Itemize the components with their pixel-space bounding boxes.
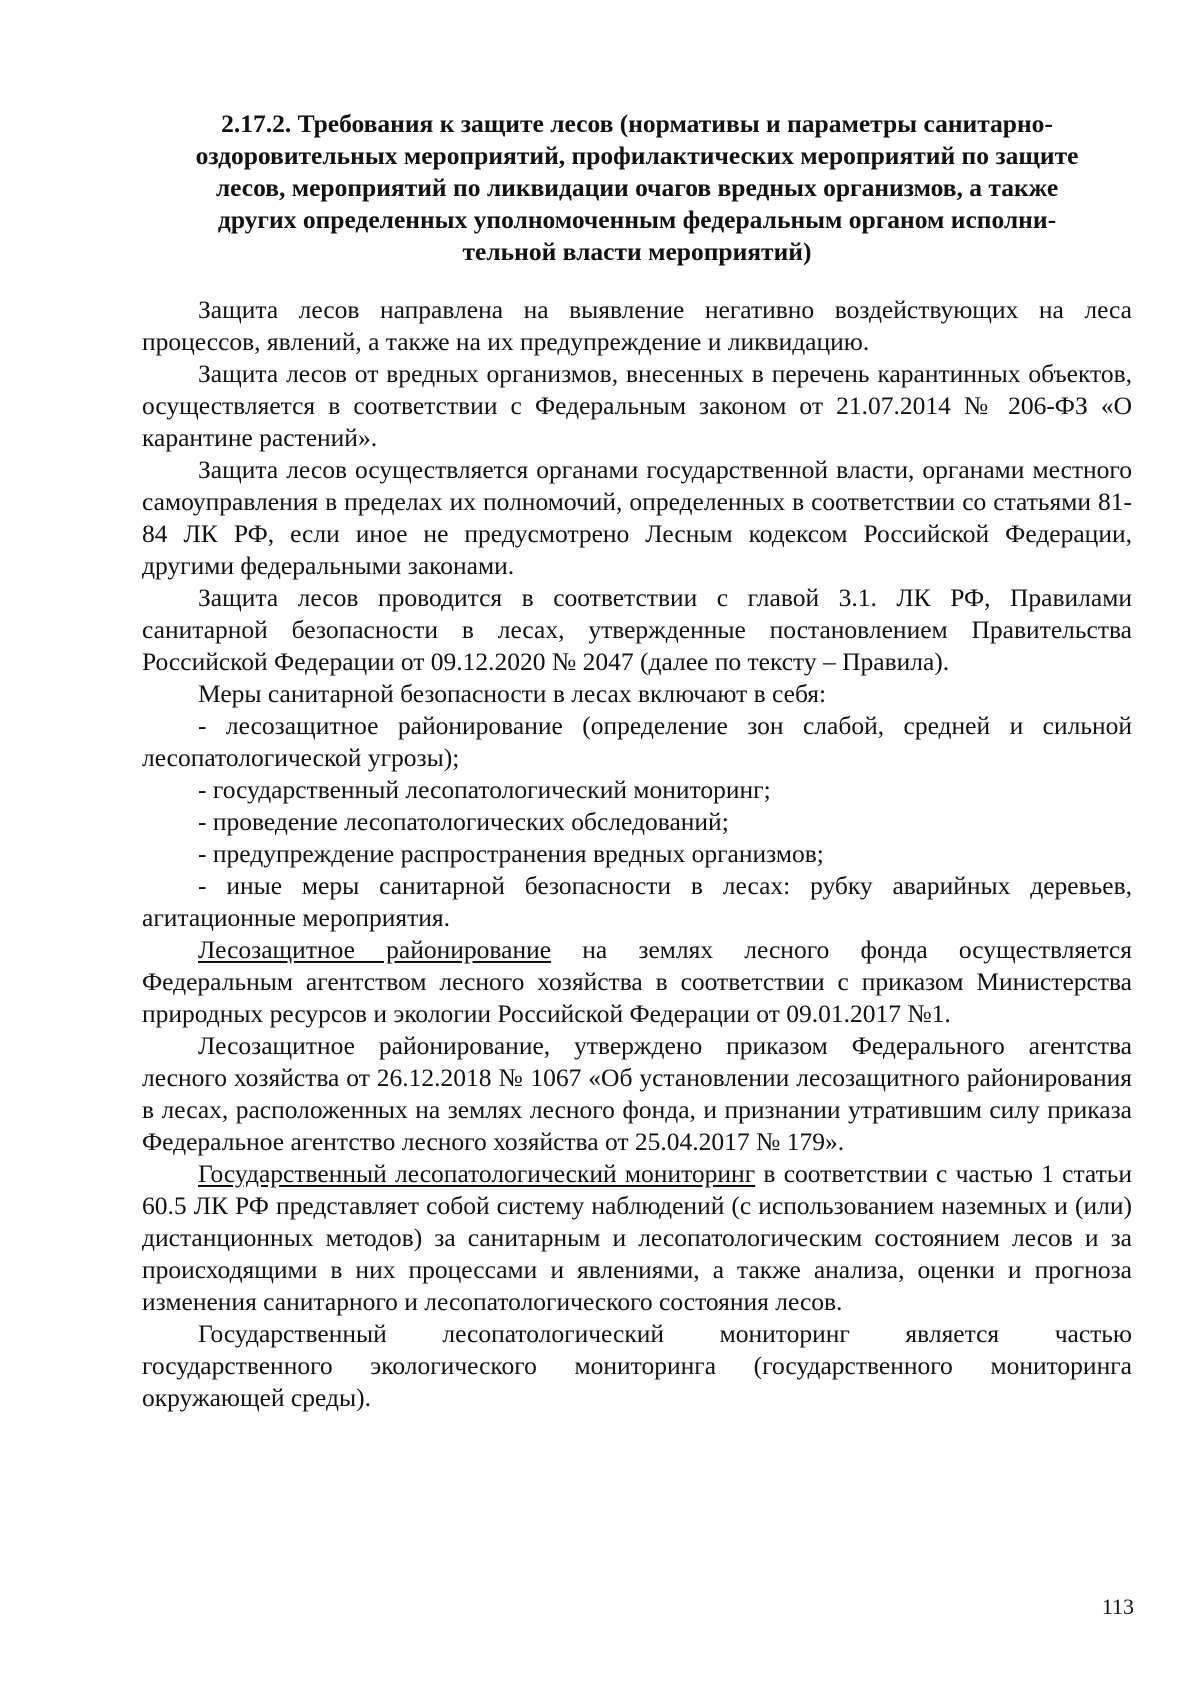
paragraph-zoning: Лесозащитное районирование на землях лесного фонда осуществляется Федеральным агентством лесного хозяйства в соответствии с приказом Министерства природных ресурсов и экологии Российской Федерации от 09.01.2017 №1. [142,935,1132,1028]
list-item-other-measures: - иные меры санитарной безопасности в лесах: рубку аварийных деревьев, агитационные мероприятия. [142,871,1132,932]
heading-line: лесов, мероприятий по ликвидации очагов вредных организмов, а также [215,173,1059,202]
underlined-term: Государственный лесопатологический мониторинг [198,1159,756,1188]
page-number: 113 [1101,1594,1134,1619]
heading-line: других определенных уполномоченным федеральным органом исполни- [217,205,1057,234]
paragraph-monitoring: Государственный лесопатологический мониторинг в соответствии с частью 1 статьи 60.5 ЛК РФ представляет собой систему наблюдений (с использованием наземных и (или) дистанционных методов) за санитарным и лесопатологическим состоянием лесов и за происходящими в них процессами и явлениями, а также анализа, оценки и прогноза изменения санитарного и лесопатологического состояния лесов. [142,1159,1132,1316]
list-item-monitoring: - государственный лесопатологический мониторинг; [198,775,771,804]
paragraph-monitoring-part: Государственный лесопатологический мониторинг является частью государственного экологического мониторинга (государственного мониторинга окружающей среды). [142,1319,1132,1412]
paragraph-protection-purpose: Защита лесов направлена на выявление негативно воздействующих на леса процессов, явлений, а также на их предупреждение и ликвидацию. [142,295,1132,356]
heading-line: тельной власти мероприятий) [462,237,812,266]
document-body [142,294,1132,1414]
paragraph-rules: Защита лесов проводится в соответствии с главой 3.1. ЛК РФ, Правилами санитарной безопасности в лесах, утвержденные постановлением Правительства Российской Федерации от 09.12.2020 № 2047 (далее по тексту – Правила). [142,583,1132,676]
paragraph-measures-intro: Меры санитарной безопасности в лесах включают в себя: [198,679,827,708]
list-item-zoning: - лесозащитное районирование (определение зон слабой, средней и сильной лесопатологической угрозы); [142,711,1132,772]
heading-line: оздоровительных мероприятий, профилактических мероприятий по защите [195,141,1079,170]
paragraph-quarantine: Защита лесов от вредных организмов, внесенных в перечень карантинных объектов, осуществляется в соответствии с Федеральным законом от 21.07.2014 № 206-ФЗ «О карантине растений». [142,359,1132,452]
heading-line: 2.17.2. Требования к защите лесов (нормативы и параметры санитарно- [221,109,1053,138]
document-page [142,108,1132,1414]
list-item-surveys: - проведение лесопатологических обследований; [198,807,729,836]
list-item-prevention: - предупреждение распространения вредных организмов; [198,839,824,868]
underlined-term: Лесозащитное районирование [198,935,552,964]
section-heading [142,108,1132,268]
paragraph-authorities: Защита лесов осуществляется органами государственной власти, органами местного самоуправления в пределах их полномочий, определенных в соответствии со статьями 81-84 ЛК РФ, если иное не предусмотрено Лесным кодексом Российской Федерации, другими федеральными законами. [142,455,1132,580]
paragraph-zoning-order: Лесозащитное районирование, утверждено приказом Федерального агентства лесного хозяйства от 26.12.2018 № 1067 «Об установлении лесозащитного районирования в лесах, расположенных на землях лесного фонда, и признании утратившим силу приказа Федеральное агентство лесного хозяйства от 25.04.2017 № 179». [142,1031,1132,1156]
